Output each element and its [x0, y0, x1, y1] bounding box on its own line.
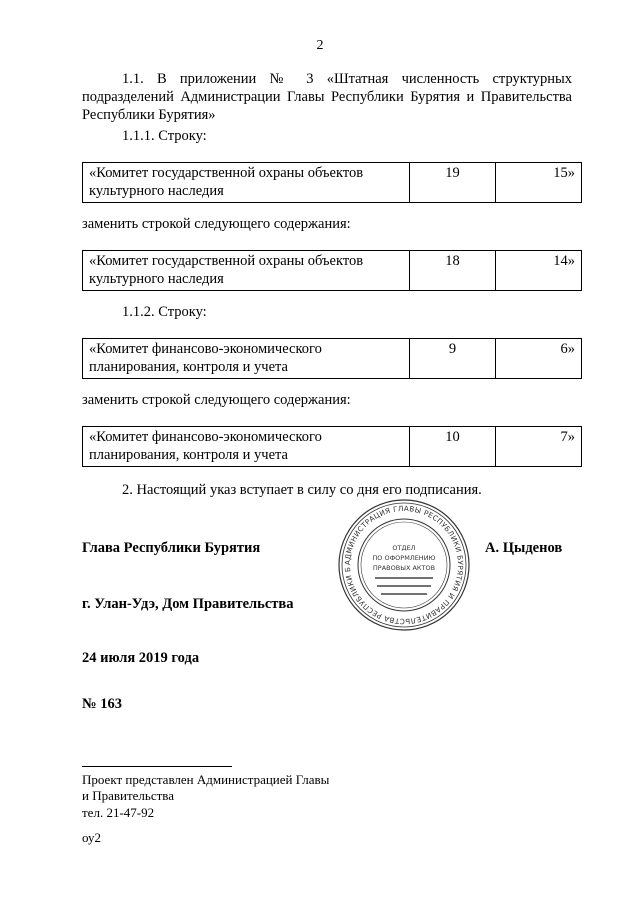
row-value-b-cell: 15» [496, 163, 582, 203]
row-value-b-cell: 7» [496, 427, 582, 467]
row-value-a-cell: 9 [410, 339, 496, 379]
replace-text-1: заменить строкой следующего содержания: [82, 216, 351, 232]
item-2-heading: 1.1.2. Строку: [122, 304, 207, 320]
row-value-a-cell: 18 [410, 251, 496, 291]
item-1-heading: 1.1.1. Строку: [122, 128, 207, 144]
row-value-a-cell: 19 [410, 163, 496, 203]
row-value-b-cell: 14» [496, 251, 582, 291]
table-row [83, 251, 582, 291]
official-seal [337, 498, 471, 632]
item-1-new-row-table [82, 250, 582, 291]
seal-outer-text: АДМИНИСТРАЦИЯ ГЛАВЫ РЕСПУБЛИКИ БУРЯТИЯ И ПРАВИТЕЛЬСТВА РЕСПУБЛИКИ Б [342, 503, 466, 627]
row-name-cell: «Комитет государственной охраны объектов культурного наследия [83, 163, 410, 203]
decree-number: № 163 [82, 696, 122, 712]
footer-divider [82, 766, 232, 767]
row-value-b-cell: 6» [496, 339, 582, 379]
table-row [83, 163, 582, 203]
page-number: 2 [316, 38, 324, 53]
point-2-paragraph: 2. Настоящий указ вступает в силу со дня его подписания. [122, 482, 482, 498]
signing-place: г. Улан-Удэ, Дом Правительства [82, 596, 294, 612]
footer-line-2: и Правительства [82, 788, 175, 803]
table-row [83, 339, 582, 379]
row-value-a-cell: 10 [410, 427, 496, 467]
footer-code: оу2 [82, 830, 102, 845]
signer-name: А. Цыденов [485, 540, 563, 556]
row-name-cell: «Комитет финансово-экономического планирования, контроля и учета [83, 339, 410, 379]
row-name-cell: «Комитет государственной охраны объектов культурного наследия [83, 251, 410, 291]
footer-line-1: Проект представлен Администрацией Главы [82, 772, 330, 787]
svg-text:АДМИНИСТРАЦИЯ ГЛАВЫ РЕСПУБЛИКИ [337, 498, 465, 626]
seal-line-1: ОТДЕЛ [392, 544, 416, 552]
item-2-new-row-table [82, 426, 582, 467]
seal-line-2: ПО ОФОРМЛЕНИЮ [372, 554, 436, 562]
row-name-cell: «Комитет финансово-экономического планирования, контроля и учета [83, 427, 410, 467]
item-2-old-row-table [82, 338, 582, 379]
item-1-old-row-table [82, 162, 582, 203]
table-row [83, 427, 582, 467]
seal-line-3: ПРАВОВЫХ АКТОВ [372, 564, 436, 572]
intro-paragraph: 1.1. В приложении № 3 «Штатная численность структурных подразделений Администрации Главы Республики Бурятия и Правительства Республики Бурятия» [82, 71, 572, 123]
signer-title: Глава Республики Бурятия [82, 540, 261, 556]
footer-phone: тел. 21-47-92 [82, 805, 155, 820]
replace-text-2: заменить строкой следующего содержания: [82, 392, 351, 408]
signing-date: 24 июля 2019 года [82, 650, 200, 666]
